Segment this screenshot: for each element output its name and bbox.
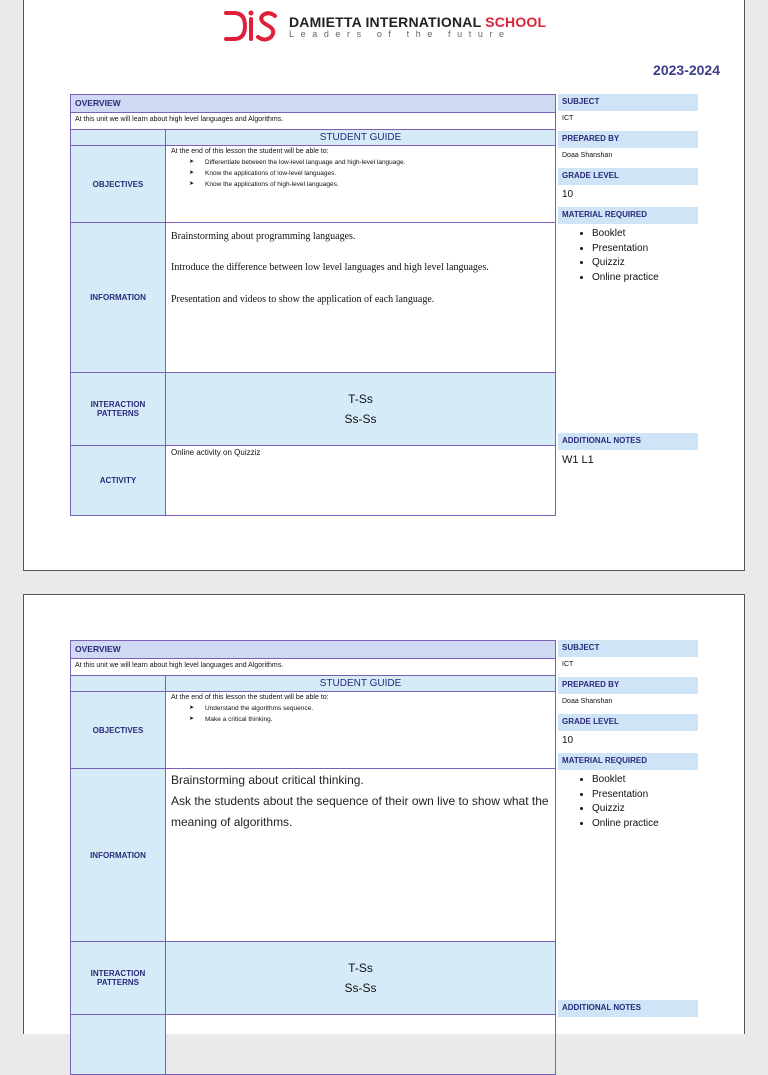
list-item: ➤ Know the applications of high-level languages. [189, 179, 550, 190]
activity-row [70, 446, 556, 516]
list-item: ➤ Know the applications of low-level languages. [189, 168, 550, 179]
list-item: ➤ Differentiate between the low-level language and high-level language. [189, 157, 550, 168]
material-required-label: MATERIAL REQUIRED [558, 753, 698, 770]
document-page-1 [23, 0, 745, 571]
interaction-label: INTERACTION PATTERNS [71, 373, 166, 445]
overview-header-row [70, 94, 556, 113]
side-info-panel [558, 94, 698, 470]
grade-level-value: 10 [562, 189, 574, 200]
list-item: ➤ Understand the algorithms sequence. [189, 703, 550, 714]
lesson-table [70, 640, 556, 1075]
interaction-pattern: Ss-Ss [344, 412, 377, 426]
student-guide-title: STUDENT GUIDE [166, 676, 555, 691]
school-tagline: Leaders of the future [289, 28, 511, 39]
prepared-by-value: Doaa Shanshan [562, 698, 613, 705]
academic-year: 2023-2024 [653, 62, 720, 78]
information-line: Brainstorming about critical thinking. [171, 773, 364, 787]
overview-label: OVERVIEW [71, 641, 555, 658]
objectives-label: OBJECTIVES [71, 146, 166, 222]
interaction-pattern: Ss-Ss [344, 981, 377, 995]
prepared-by-label: PREPARED BY [558, 131, 698, 148]
subject-label: SUBJECT [558, 94, 698, 111]
activity-label: ACTIVITY [71, 446, 166, 515]
interaction-pattern: T-Ss [348, 392, 373, 406]
school-logo [223, 9, 546, 43]
side-info-panel [558, 640, 698, 1017]
objectives-label: OBJECTIVES [71, 692, 166, 768]
grade-level-label: GRADE LEVEL [558, 714, 698, 731]
subject-value: ICT [562, 115, 574, 122]
information-line: Presentation and videos to show the application of each language. [171, 294, 435, 305]
objectives-intro: At the end of this lesson the student will be able to: [171, 694, 329, 701]
list-item: • Booklet [592, 227, 698, 242]
objectives-row [70, 692, 556, 769]
list-item: • Online practice [592, 271, 698, 286]
student-guide-title: STUDENT GUIDE [166, 130, 555, 145]
interaction-label: INTERACTION PATTERNS [71, 942, 166, 1014]
objectives-list [171, 703, 550, 725]
list-item: • Presentation [592, 242, 698, 257]
overview-header-row [70, 640, 556, 659]
grade-level-value: 10 [562, 735, 574, 746]
dis-logo-icon [223, 9, 281, 43]
additional-notes-label: ADDITIONAL NOTES [558, 433, 698, 450]
information-row [70, 769, 556, 942]
student-guide-row [70, 130, 556, 146]
student-guide-row [70, 676, 556, 692]
subject-value: ICT [562, 661, 574, 668]
list-item: • Booklet [592, 773, 698, 788]
overview-label: OVERVIEW [71, 95, 555, 112]
subject-label: SUBJECT [558, 640, 698, 657]
materials-list [558, 770, 698, 831]
list-item: ➤ Make a critical thinking. [189, 714, 550, 725]
list-item: • Quizziz [592, 802, 698, 817]
material-required-label: MATERIAL REQUIRED [558, 207, 698, 224]
grade-level-label: GRADE LEVEL [558, 168, 698, 185]
overview-text: At this unit we will learn about high level languages and Algorithms. [75, 116, 284, 123]
document-page-2 [23, 594, 745, 1034]
objectives-intro: At the end of this lesson the student will be able to: [171, 148, 329, 155]
additional-notes-label: ADDITIONAL NOTES [558, 1000, 698, 1017]
list-item: • Online practice [592, 817, 698, 832]
overview-text-row [70, 113, 556, 130]
interaction-row [70, 942, 556, 1015]
information-line: Introduce the difference between low level languages and high level languages. [171, 262, 489, 273]
objectives-row [70, 146, 556, 223]
interaction-row [70, 373, 556, 446]
information-label: INFORMATION [71, 223, 166, 372]
overview-text: At this unit we will learn about high level languages and Algorithms. [75, 662, 284, 669]
information-label: INFORMATION [71, 769, 166, 941]
overview-text-row [70, 659, 556, 676]
prepared-by-label: PREPARED BY [558, 677, 698, 694]
list-item: • Presentation [592, 788, 698, 803]
lesson-table [70, 94, 556, 516]
information-line: Brainstorming about programming languages. [171, 231, 356, 242]
objectives-list [171, 157, 550, 190]
prepared-by-value: Doaa Shanshan [562, 152, 613, 159]
school-name: DAMIETTA INTERNATIONAL SCHOOL [289, 13, 547, 30]
additional-notes-value: W1 L1 [562, 454, 594, 466]
information-row [70, 223, 556, 373]
interaction-pattern: T-Ss [348, 961, 373, 975]
materials-list [558, 224, 698, 285]
information-line: Ask the students about the sequence of their own live to show what the meaning of algorithms. [171, 794, 549, 829]
activity-row [70, 1015, 556, 1075]
list-item: • Quizziz [592, 256, 698, 271]
activity-text: Online activity on Quizziz [171, 448, 261, 457]
